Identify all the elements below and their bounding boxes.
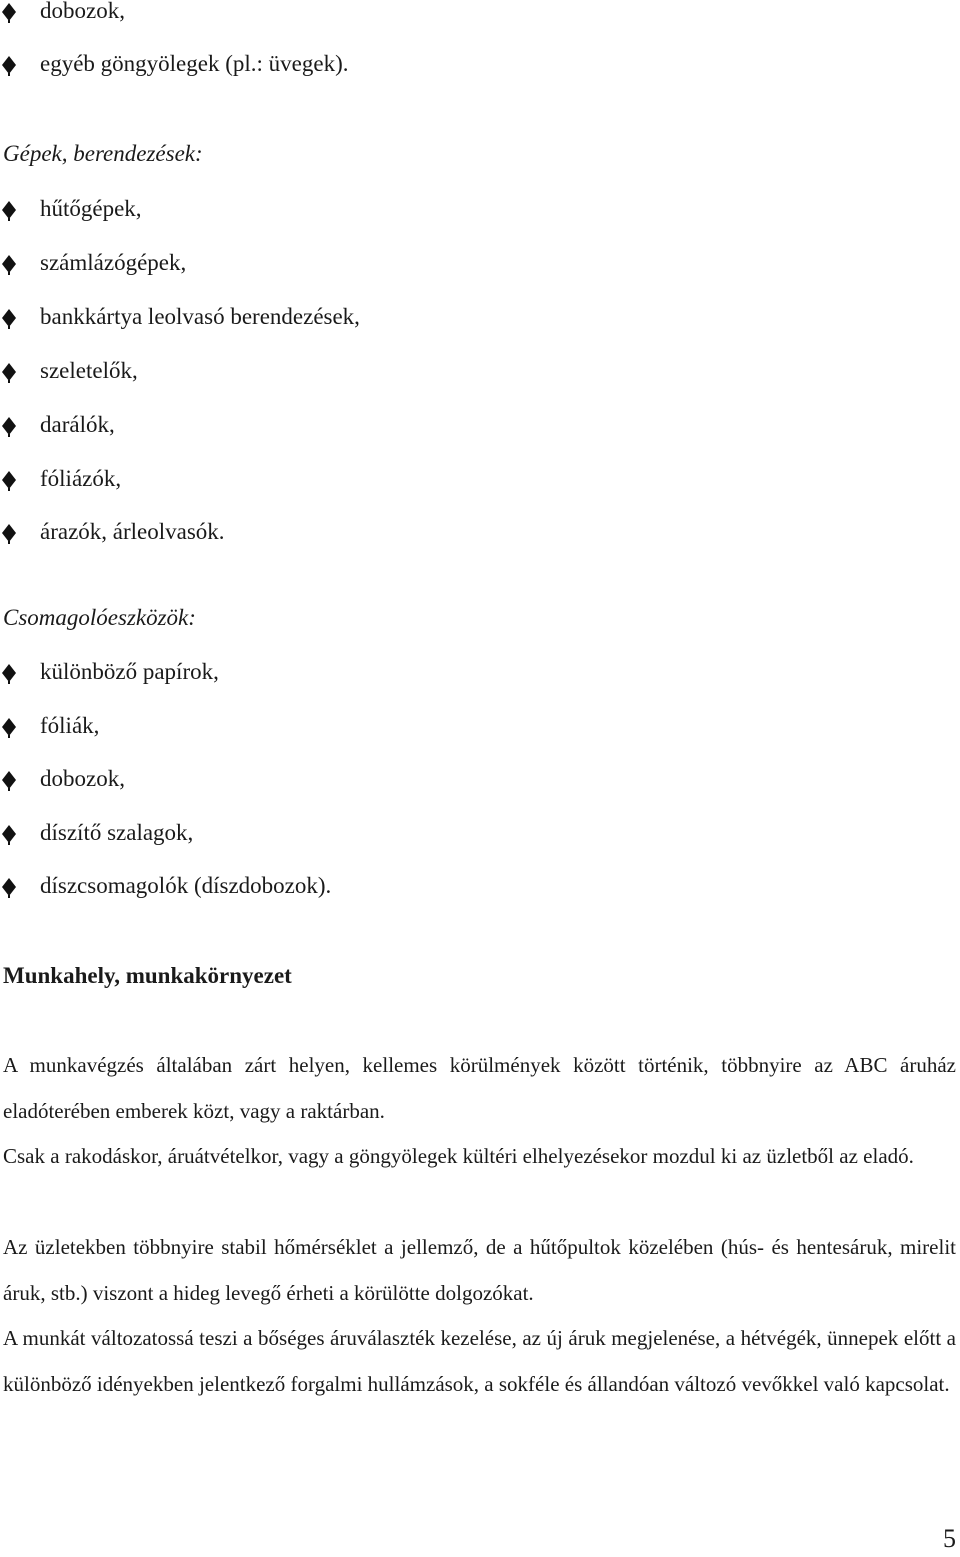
diamond-bullet-icon [0,200,18,222]
list-item-text: hűtőgépek, [40,196,142,221]
list-item-text: darálók, [40,412,115,437]
paragraph: Az üzletekben többnyire stabil hőmérséklet a jellemző, de a hűtőpultok közelében (hús- és hentesáruk, mirelit áruk, stb.) viszont a hideg levegő érheti a körülötte dolgozókat. [3,1235,956,1305]
diamond-bullet-icon [0,362,18,384]
list-item-text: fóliázók, [40,466,122,491]
paragraph: A munkát változatossá teszi a bőséges áruválaszték kezelése, az új áruk megjelenése, a hétvégék, ünnepek előtt a különböző idényekben jelentkező forgalmi hullámzások, a sokféle és állandóan változó vevőkkel való kapcsolat. [3,1326,956,1396]
paragraph: Csak a rakodáskor, áruátvételkor, vagy a göngyölegek kültéri elhelyezésekor mozdul ki az üzletből az eladó. [3,1144,914,1168]
list-item-text: árazók, árleolvasók. [40,519,225,544]
page-number: 5 [943,1524,956,1553]
diamond-bullet-icon [0,2,18,24]
list-item-text: bankkártya leolvasó berendezések, [40,304,360,329]
diamond-bullet-icon [0,470,18,492]
diamond-bullet-icon [0,824,18,846]
diamond-bullet-icon [0,717,18,739]
diamond-bullet-icon [0,770,18,792]
list-item-text: dobozok, [40,0,125,23]
diamond-bullet-icon [0,308,18,330]
packaging-heading: Csomagolóeszközök: [3,605,196,630]
list-item-text: díszcsomagolók (díszdobozok). [40,873,332,898]
list-item-text: dobozok, [40,766,125,791]
section-title: Munkahely, munkakörnyezet [3,963,292,988]
diamond-bullet-icon [0,254,18,276]
list-item-text: fóliák, [40,713,100,738]
list-item-text: szeletelők, [40,358,138,383]
list-item-text: számlázógépek, [40,250,187,275]
list-item-text: egyéb göngyölegek (pl.: üvegek). [40,51,349,76]
diamond-bullet-icon [0,416,18,438]
paragraph: A munkavégzés általában zárt helyen, kellemes körülmények között történik, többnyire az ABC áruház eladóterében emberek közt, vagy a raktárban. [3,1053,956,1123]
machines-heading: Gépek, berendezések: [3,141,203,166]
list-item-text: különböző papírok, [40,659,219,684]
list-item-text: díszítő szalagok, [40,820,194,845]
diamond-bullet-icon [0,663,18,685]
diamond-bullet-icon [0,55,18,77]
diamond-bullet-icon [0,877,18,899]
diamond-bullet-icon [0,523,18,545]
